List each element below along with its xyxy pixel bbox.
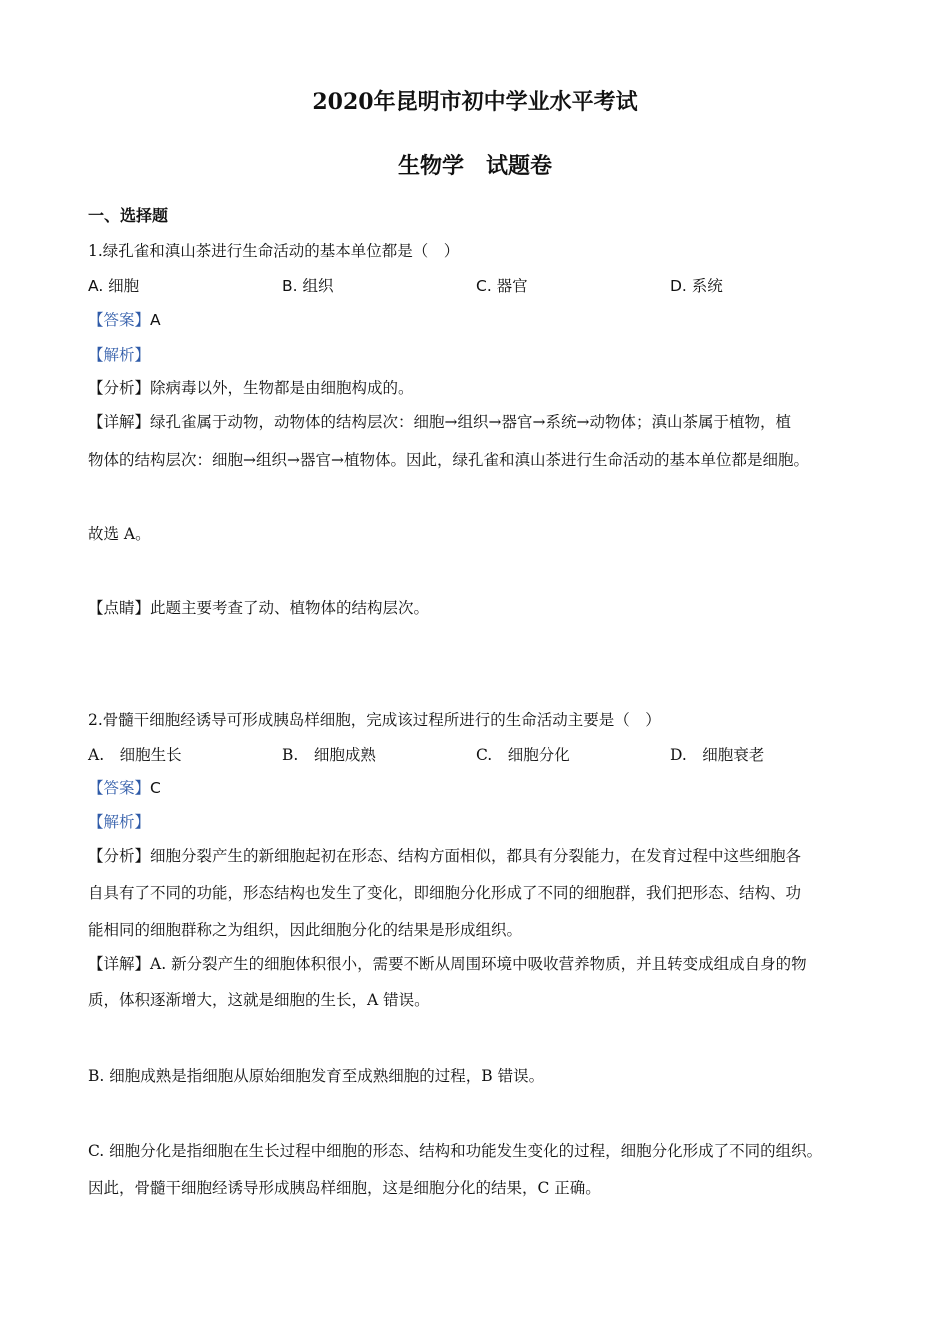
- section-title: 一、选择题: [88, 206, 169, 225]
- q2-fenxi-label: 【分析】: [88, 847, 151, 865]
- q1-option-a: A. 细胞: [88, 277, 140, 295]
- q1-answer: [88, 310, 161, 330]
- q1-answer-label: 【答案】: [88, 311, 151, 329]
- q2-option-c: C. 细胞分化: [476, 746, 570, 764]
- q2-option-c-explanation-line1: C. 细胞分化是指细胞在生长过程中细胞的形态、结构和功能发生变化的过程，细胞分化形成了不同的组织。: [88, 1142, 823, 1160]
- q1-xiangjie-line1: 绿孔雀属于动物，动物体的结构层次：细胞→组织→器官→系统→动物体；滇山茶属于植物，植: [150, 413, 791, 431]
- q2-option-d: D. 细胞衰老: [670, 746, 765, 764]
- q2-jiexi-label: 【解析】: [88, 813, 151, 831]
- q1-fenxi: [88, 378, 414, 398]
- q2-xiangjie-line1: A. 新分裂产生的细胞体积很小，需要不断从周围环境中吸收营养物质，并且转变成组成自身的物: [150, 955, 807, 973]
- page-title: 2020年昆明市初中学业水平考试: [312, 89, 638, 115]
- q2-fenxi-line1: 细胞分裂产生的新细胞起初在形态、结构方面相似，都具有分裂能力，在发育过程中这些细胞各: [150, 847, 802, 865]
- q1-dianjing-text: 此题主要考查了动、植物体的结构层次。: [150, 599, 430, 617]
- q1-option-d: D. 系统: [670, 277, 723, 295]
- q1-option-c: C. 器官: [476, 277, 528, 295]
- q2-option-c-explanation-line2: 因此，骨髓干细胞经诱导形成胰岛样细胞，这是细胞分化的结果，C 正确。: [88, 1179, 601, 1197]
- q1-fenxi-label: 【分析】: [88, 379, 151, 397]
- question-2-stem: 2.骨髓干细胞经诱导可形成胰岛样细胞，完成该过程所进行的生命活动主要是（ ）: [88, 711, 661, 729]
- q1-xiangjie-line2: 物体的结构层次：细胞→组织→器官→植物体。因此，绿孔雀和滇山茶进行生命活动的基本单位都是细胞。: [88, 451, 809, 469]
- q1-xiangjie: [88, 412, 791, 432]
- q2-xiangjie-line2: 质，体积逐渐增大，这就是细胞的生长，A 错误。: [88, 991, 430, 1009]
- q2-answer: [88, 778, 161, 798]
- q1-dianjing: [88, 598, 429, 618]
- q2-answer-value: C: [150, 779, 161, 797]
- q1-answer-value: A: [150, 311, 161, 329]
- question-1-stem: 1.绿孔雀和滇山茶进行生命活动的基本单位都是（ ）: [88, 242, 460, 260]
- q2-fenxi: [88, 846, 801, 866]
- q1-fenxi-text: 除病毒以外，生物都是由细胞构成的。: [150, 379, 414, 397]
- q1-dianjing-label: 【点睛】: [88, 599, 151, 617]
- q1-option-b: B. 组织: [282, 277, 334, 295]
- q2-answer-label: 【答案】: [88, 779, 151, 797]
- q2-option-b-explanation: B. 细胞成熟是指细胞从原始细胞发育至成熟细胞的过程，B 错误。: [88, 1067, 545, 1085]
- q1-guxuan: 故选 A。: [88, 525, 151, 543]
- q2-xiangjie-label: 【详解】: [88, 955, 151, 973]
- q2-xiangjie: [88, 954, 807, 974]
- q2-option-a: A. 细胞生长: [88, 746, 182, 764]
- q2-option-b: B. 细胞成熟: [282, 746, 376, 764]
- q2-fenxi-line3: 能相同的细胞群称之为组织，因此细胞分化的结果是形成组织。: [88, 921, 523, 939]
- q2-fenxi-line2: 自具有了不同的功能，形态结构也发生了变化，即细胞分化形成了不同的细胞群，我们把形态、结构、功: [88, 884, 802, 902]
- q1-xiangjie-label: 【详解】: [88, 413, 151, 431]
- page-subtitle: 生物学 试题卷: [397, 153, 552, 179]
- q1-jiexi-label: 【解析】: [88, 346, 151, 364]
